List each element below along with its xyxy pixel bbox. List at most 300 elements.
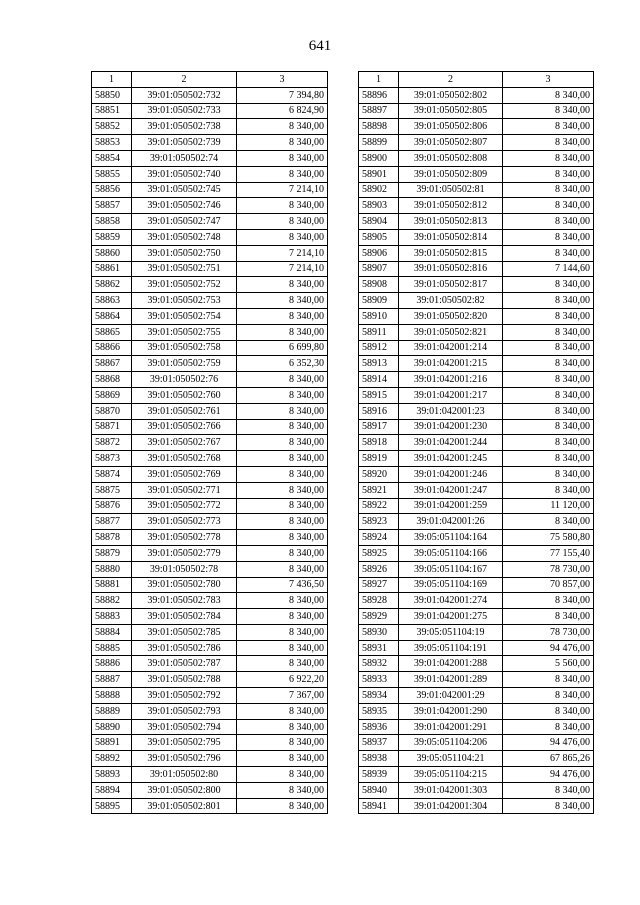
cadastral-number-cell: 39:01:050502:755 xyxy=(132,324,237,340)
amount-cell: 8 340,00 xyxy=(237,640,328,656)
row-number-cell: 58858 xyxy=(92,214,132,230)
amount-cell: 8 340,00 xyxy=(503,798,594,814)
cadastral-number-cell: 39:01:042001:274 xyxy=(399,593,503,609)
amount-cell: 7 436,50 xyxy=(237,577,328,593)
table-row xyxy=(359,751,594,767)
table-row xyxy=(92,182,328,198)
amount-cell: 8 340,00 xyxy=(237,229,328,245)
row-number-cell: 58853 xyxy=(92,135,132,151)
amount-cell: 8 340,00 xyxy=(237,166,328,182)
row-number-cell: 58855 xyxy=(92,166,132,182)
table-row xyxy=(359,372,594,388)
table-row xyxy=(92,166,328,182)
amount-cell: 8 340,00 xyxy=(237,150,328,166)
table-row xyxy=(359,640,594,656)
table-row xyxy=(359,356,594,372)
row-number-cell: 58912 xyxy=(359,340,399,356)
row-number-cell: 58937 xyxy=(359,735,399,751)
cadastral-number-cell: 39:01:050502:747 xyxy=(132,214,237,230)
cadastral-number-cell: 39:01:050502:787 xyxy=(132,656,237,672)
amount-cell: 8 340,00 xyxy=(503,277,594,293)
table-row xyxy=(92,514,328,530)
row-number-cell: 58870 xyxy=(92,403,132,419)
table-row xyxy=(92,545,328,561)
cadastral-number-cell: 39:01:042001:304 xyxy=(399,798,503,814)
table-row xyxy=(92,435,328,451)
row-number-cell: 58906 xyxy=(359,245,399,261)
table-row xyxy=(359,609,594,625)
amount-cell: 8 340,00 xyxy=(237,419,328,435)
cadastral-number-cell: 39:01:050502:807 xyxy=(399,135,503,151)
amount-cell: 8 340,00 xyxy=(503,166,594,182)
amount-cell: 8 340,00 xyxy=(237,703,328,719)
table-row xyxy=(359,498,594,514)
row-number-cell: 58929 xyxy=(359,609,399,625)
row-number-cell: 58919 xyxy=(359,451,399,467)
cadastral-number-cell: 39:01:042001:214 xyxy=(399,340,503,356)
table-row xyxy=(92,767,328,783)
cadastral-number-cell: 39:01:050502:813 xyxy=(399,214,503,230)
amount-cell: 77 155,40 xyxy=(503,545,594,561)
cadastral-number-cell: 39:01:050502:814 xyxy=(399,229,503,245)
row-number-cell: 58901 xyxy=(359,166,399,182)
row-number-cell: 58864 xyxy=(92,308,132,324)
amount-cell: 8 340,00 xyxy=(237,545,328,561)
amount-cell: 8 340,00 xyxy=(503,466,594,482)
table-row xyxy=(359,214,594,230)
row-number-cell: 58915 xyxy=(359,387,399,403)
amount-cell: 8 340,00 xyxy=(237,751,328,767)
table-row xyxy=(92,735,328,751)
cadastral-number-cell: 39:01:042001:303 xyxy=(399,782,503,798)
cadastral-number-cell: 39:05:051104:191 xyxy=(399,640,503,656)
cadastral-number-cell: 39:01:050502:81 xyxy=(399,182,503,198)
amount-cell: 8 340,00 xyxy=(503,340,594,356)
row-number-cell: 58890 xyxy=(92,719,132,735)
amount-cell: 6 824,90 xyxy=(237,103,328,119)
cadastral-number-cell: 39:01:050502:760 xyxy=(132,387,237,403)
table-row xyxy=(92,703,328,719)
row-number-cell: 58917 xyxy=(359,419,399,435)
cadastral-number-cell: 39:01:042001:288 xyxy=(399,656,503,672)
cadastral-number-cell: 39:01:050502:802 xyxy=(399,87,503,103)
table-row xyxy=(92,782,328,798)
amount-cell: 8 340,00 xyxy=(503,229,594,245)
cadastral-number-cell: 39:01:050502:74 xyxy=(132,150,237,166)
table-row xyxy=(359,767,594,783)
cadastral-number-cell: 39:05:051104:164 xyxy=(399,530,503,546)
cadastral-number-cell: 39:01:050502:801 xyxy=(132,798,237,814)
amount-cell: 8 340,00 xyxy=(237,514,328,530)
row-number-cell: 58878 xyxy=(92,530,132,546)
row-number-cell: 58892 xyxy=(92,751,132,767)
cadastral-number-cell: 39:01:050502:80 xyxy=(132,767,237,783)
table-row xyxy=(359,782,594,798)
row-number-cell: 58861 xyxy=(92,261,132,277)
cadastral-number-cell: 39:01:050502:817 xyxy=(399,277,503,293)
table-row xyxy=(359,451,594,467)
table-row xyxy=(359,688,594,704)
cadastral-number-cell: 39:01:042001:247 xyxy=(399,482,503,498)
amount-cell: 8 340,00 xyxy=(237,466,328,482)
row-number-cell: 58900 xyxy=(359,150,399,166)
table-row xyxy=(92,561,328,577)
row-number-cell: 58857 xyxy=(92,198,132,214)
table-row xyxy=(92,640,328,656)
row-number-cell: 58869 xyxy=(92,387,132,403)
table-row xyxy=(359,703,594,719)
amount-cell: 78 730,00 xyxy=(503,624,594,640)
cadastral-number-cell: 39:01:050502:750 xyxy=(132,245,237,261)
amount-cell: 8 340,00 xyxy=(503,482,594,498)
row-number-cell: 58941 xyxy=(359,798,399,814)
row-number-cell: 58865 xyxy=(92,324,132,340)
amount-cell: 8 340,00 xyxy=(503,214,594,230)
amount-cell: 94 476,00 xyxy=(503,767,594,783)
table-row xyxy=(92,530,328,546)
table-row xyxy=(92,135,328,151)
cadastral-number-cell: 39:01:050502:738 xyxy=(132,119,237,135)
table-row xyxy=(359,798,594,814)
amount-cell: 8 340,00 xyxy=(237,530,328,546)
amount-cell: 8 340,00 xyxy=(237,798,328,814)
table-row xyxy=(92,308,328,324)
row-number-cell: 58871 xyxy=(92,419,132,435)
row-number-cell: 58898 xyxy=(359,119,399,135)
row-number-cell: 58924 xyxy=(359,530,399,546)
table-row xyxy=(92,498,328,514)
table-row xyxy=(359,245,594,261)
cadastral-number-cell: 39:01:050502:796 xyxy=(132,751,237,767)
cadastral-number-cell: 39:01:050502:732 xyxy=(132,87,237,103)
table-row xyxy=(92,466,328,482)
amount-cell: 8 340,00 xyxy=(237,372,328,388)
amount-cell: 6 922,20 xyxy=(237,672,328,688)
row-number-cell: 58936 xyxy=(359,719,399,735)
table-row xyxy=(92,751,328,767)
table-row xyxy=(359,150,594,166)
table-row xyxy=(359,561,594,577)
table-row xyxy=(359,530,594,546)
cadastral-number-cell: 39:01:050502:820 xyxy=(399,308,503,324)
cadastral-number-cell: 39:01:050502:792 xyxy=(132,688,237,704)
header-cell-3: 3 xyxy=(237,72,328,88)
amount-cell: 8 340,00 xyxy=(503,87,594,103)
row-number-cell: 58925 xyxy=(359,545,399,561)
amount-cell: 8 340,00 xyxy=(237,782,328,798)
row-number-cell: 58856 xyxy=(92,182,132,198)
amount-cell: 8 340,00 xyxy=(503,419,594,435)
table-row xyxy=(359,545,594,561)
row-number-cell: 58894 xyxy=(92,782,132,798)
cadastral-number-cell: 39:01:050502:815 xyxy=(399,245,503,261)
amount-cell: 7 214,10 xyxy=(237,182,328,198)
table-row xyxy=(359,419,594,435)
table-row xyxy=(92,387,328,403)
amount-cell: 8 340,00 xyxy=(503,672,594,688)
amount-cell: 8 340,00 xyxy=(237,198,328,214)
cadastral-number-cell: 39:05:051104:21 xyxy=(399,751,503,767)
cadastral-number-cell: 39:05:051104:167 xyxy=(399,561,503,577)
table-row xyxy=(92,150,328,166)
table-row xyxy=(359,293,594,309)
table-row xyxy=(92,624,328,640)
amount-cell: 8 340,00 xyxy=(503,356,594,372)
row-number-cell: 58886 xyxy=(92,656,132,672)
registry-table-right xyxy=(358,71,594,814)
table-body-left xyxy=(92,72,328,814)
table-row xyxy=(92,656,328,672)
registry-table-left xyxy=(91,71,328,814)
amount-cell: 67 865,26 xyxy=(503,751,594,767)
row-number-cell: 58902 xyxy=(359,182,399,198)
table-row xyxy=(92,451,328,467)
row-number-cell: 58875 xyxy=(92,482,132,498)
amount-cell: 8 340,00 xyxy=(237,561,328,577)
cadastral-number-cell: 39:01:042001:29 xyxy=(399,688,503,704)
amount-cell: 8 340,00 xyxy=(237,387,328,403)
row-number-cell: 58873 xyxy=(92,451,132,467)
table-row xyxy=(359,482,594,498)
table-row xyxy=(359,135,594,151)
header-cell-1: 1 xyxy=(359,72,399,88)
row-number-cell: 58859 xyxy=(92,229,132,245)
row-number-cell: 58887 xyxy=(92,672,132,688)
cadastral-number-cell: 39:01:050502:783 xyxy=(132,593,237,609)
row-number-cell: 58927 xyxy=(359,577,399,593)
cadastral-number-cell: 39:01:042001:23 xyxy=(399,403,503,419)
row-number-cell: 58920 xyxy=(359,466,399,482)
table-row xyxy=(92,593,328,609)
cadastral-number-cell: 39:01:050502:795 xyxy=(132,735,237,751)
cadastral-number-cell: 39:01:042001:244 xyxy=(399,435,503,451)
cadastral-number-cell: 39:01:042001:290 xyxy=(399,703,503,719)
cadastral-number-cell: 39:01:050502:784 xyxy=(132,609,237,625)
cadastral-number-cell: 39:01:042001:230 xyxy=(399,419,503,435)
amount-cell: 7 214,10 xyxy=(237,245,328,261)
header-cell-1: 1 xyxy=(92,72,132,88)
row-number-cell: 58921 xyxy=(359,482,399,498)
table-row xyxy=(92,403,328,419)
row-number-cell: 58881 xyxy=(92,577,132,593)
row-number-cell: 58914 xyxy=(359,372,399,388)
row-number-cell: 58884 xyxy=(92,624,132,640)
table-row xyxy=(359,656,594,672)
amount-cell: 8 340,00 xyxy=(237,119,328,135)
cadastral-number-cell: 39:01:050502:812 xyxy=(399,198,503,214)
amount-cell: 8 340,00 xyxy=(237,609,328,625)
cadastral-number-cell: 39:05:051104:206 xyxy=(399,735,503,751)
amount-cell: 8 340,00 xyxy=(237,624,328,640)
amount-cell: 75 580,80 xyxy=(503,530,594,546)
table-row xyxy=(359,514,594,530)
row-number-cell: 58913 xyxy=(359,356,399,372)
amount-cell: 78 730,00 xyxy=(503,561,594,577)
cadastral-number-cell: 39:01:050502:808 xyxy=(399,150,503,166)
cadastral-number-cell: 39:05:051104:166 xyxy=(399,545,503,561)
amount-cell: 8 340,00 xyxy=(503,119,594,135)
table-row xyxy=(359,119,594,135)
row-number-cell: 58905 xyxy=(359,229,399,245)
cadastral-number-cell: 39:05:051104:19 xyxy=(399,624,503,640)
amount-cell: 8 340,00 xyxy=(503,245,594,261)
cadastral-number-cell: 39:01:050502:816 xyxy=(399,261,503,277)
amount-cell: 8 340,00 xyxy=(503,609,594,625)
header-cell-2: 2 xyxy=(399,72,503,88)
table-row xyxy=(92,340,328,356)
cadastral-number-cell: 39:01:050502:766 xyxy=(132,419,237,435)
row-number-cell: 58867 xyxy=(92,356,132,372)
cadastral-number-cell: 39:01:050502:786 xyxy=(132,640,237,656)
amount-cell: 8 340,00 xyxy=(503,514,594,530)
table-row xyxy=(359,735,594,751)
amount-cell: 8 340,00 xyxy=(237,324,328,340)
amount-cell: 8 340,00 xyxy=(503,403,594,419)
row-number-cell: 58854 xyxy=(92,150,132,166)
table-row xyxy=(92,372,328,388)
cadastral-number-cell: 39:01:050502:746 xyxy=(132,198,237,214)
row-number-cell: 58940 xyxy=(359,782,399,798)
row-number-cell: 58922 xyxy=(359,498,399,514)
header-row xyxy=(92,72,328,88)
cadastral-number-cell: 39:01:050502:821 xyxy=(399,324,503,340)
amount-cell: 8 340,00 xyxy=(503,103,594,119)
row-number-cell: 58889 xyxy=(92,703,132,719)
amount-cell: 8 340,00 xyxy=(503,387,594,403)
table-row xyxy=(359,182,594,198)
cadastral-number-cell: 39:01:050502:751 xyxy=(132,261,237,277)
amount-cell: 8 340,00 xyxy=(503,451,594,467)
amount-cell: 8 340,00 xyxy=(503,372,594,388)
row-number-cell: 58850 xyxy=(92,87,132,103)
amount-cell: 8 340,00 xyxy=(237,593,328,609)
row-number-cell: 58874 xyxy=(92,466,132,482)
table-row xyxy=(359,277,594,293)
row-number-cell: 58860 xyxy=(92,245,132,261)
table-row xyxy=(359,103,594,119)
table-row xyxy=(359,340,594,356)
table-row xyxy=(92,672,328,688)
amount-cell: 7 367,00 xyxy=(237,688,328,704)
row-number-cell: 58863 xyxy=(92,293,132,309)
row-number-cell: 58897 xyxy=(359,103,399,119)
row-number-cell: 58883 xyxy=(92,609,132,625)
table-row xyxy=(92,609,328,625)
row-number-cell: 58918 xyxy=(359,435,399,451)
row-number-cell: 58866 xyxy=(92,340,132,356)
cadastral-number-cell: 39:01:050502:767 xyxy=(132,435,237,451)
row-number-cell: 58930 xyxy=(359,624,399,640)
cadastral-number-cell: 39:01:050502:759 xyxy=(132,356,237,372)
row-number-cell: 58907 xyxy=(359,261,399,277)
amount-cell: 7 214,10 xyxy=(237,261,328,277)
row-number-cell: 58916 xyxy=(359,403,399,419)
table-row xyxy=(92,324,328,340)
table-row xyxy=(92,103,328,119)
cadastral-number-cell: 39:01:050502:793 xyxy=(132,703,237,719)
table-row xyxy=(359,435,594,451)
amount-cell: 8 340,00 xyxy=(503,435,594,451)
amount-cell: 8 340,00 xyxy=(503,719,594,735)
row-number-cell: 58903 xyxy=(359,198,399,214)
amount-cell: 8 340,00 xyxy=(237,735,328,751)
cadastral-number-cell: 39:01:042001:289 xyxy=(399,672,503,688)
amount-cell: 8 340,00 xyxy=(503,324,594,340)
cadastral-number-cell: 39:01:042001:291 xyxy=(399,719,503,735)
table-row xyxy=(359,466,594,482)
row-number-cell: 58852 xyxy=(92,119,132,135)
row-number-cell: 58923 xyxy=(359,514,399,530)
table-row xyxy=(92,482,328,498)
cadastral-number-cell: 39:01:050502:809 xyxy=(399,166,503,182)
amount-cell: 8 340,00 xyxy=(237,277,328,293)
table-row xyxy=(359,593,594,609)
table-row xyxy=(359,624,594,640)
row-number-cell: 58910 xyxy=(359,308,399,324)
cadastral-number-cell: 39:01:042001:246 xyxy=(399,466,503,482)
row-number-cell: 58926 xyxy=(359,561,399,577)
row-number-cell: 58938 xyxy=(359,751,399,767)
amount-cell: 8 340,00 xyxy=(503,703,594,719)
row-number-cell: 58895 xyxy=(92,798,132,814)
table-row xyxy=(359,166,594,182)
row-number-cell: 58934 xyxy=(359,688,399,704)
table-row xyxy=(92,119,328,135)
cadastral-number-cell: 39:05:051104:215 xyxy=(399,767,503,783)
table-row xyxy=(359,719,594,735)
table-row xyxy=(92,419,328,435)
page-number: 641 xyxy=(308,38,332,54)
table-body-right xyxy=(359,72,594,814)
cadastral-number-cell: 39:01:050502:758 xyxy=(132,340,237,356)
table-row xyxy=(92,688,328,704)
amount-cell: 8 340,00 xyxy=(503,135,594,151)
row-number-cell: 58928 xyxy=(359,593,399,609)
table-row xyxy=(359,87,594,103)
row-number-cell: 58908 xyxy=(359,277,399,293)
amount-cell: 8 340,00 xyxy=(503,198,594,214)
amount-cell: 8 340,00 xyxy=(237,482,328,498)
cadastral-number-cell: 39:01:050502:779 xyxy=(132,545,237,561)
amount-cell: 8 340,00 xyxy=(237,293,328,309)
table-row xyxy=(359,403,594,419)
amount-cell: 8 340,00 xyxy=(237,498,328,514)
amount-cell: 5 560,00 xyxy=(503,656,594,672)
cadastral-number-cell: 39:01:050502:76 xyxy=(132,372,237,388)
row-number-cell: 58872 xyxy=(92,435,132,451)
row-number-cell: 58877 xyxy=(92,514,132,530)
cadastral-number-cell: 39:01:050502:745 xyxy=(132,182,237,198)
amount-cell: 8 340,00 xyxy=(503,782,594,798)
cadastral-number-cell: 39:05:051104:169 xyxy=(399,577,503,593)
amount-cell: 11 120,00 xyxy=(503,498,594,514)
row-number-cell: 58862 xyxy=(92,277,132,293)
row-number-cell: 58882 xyxy=(92,593,132,609)
amount-cell: 8 340,00 xyxy=(237,767,328,783)
amount-cell: 7 394,80 xyxy=(237,87,328,103)
table-row xyxy=(92,277,328,293)
cadastral-number-cell: 39:01:050502:788 xyxy=(132,672,237,688)
cadastral-number-cell: 39:01:050502:752 xyxy=(132,277,237,293)
cadastral-number-cell: 39:01:042001:215 xyxy=(399,356,503,372)
row-number-cell: 58891 xyxy=(92,735,132,751)
cadastral-number-cell: 39:01:050502:772 xyxy=(132,498,237,514)
table-row xyxy=(92,245,328,261)
cadastral-number-cell: 39:01:042001:216 xyxy=(399,372,503,388)
amount-cell: 8 340,00 xyxy=(503,688,594,704)
amount-cell: 8 340,00 xyxy=(503,308,594,324)
table-row xyxy=(92,798,328,814)
